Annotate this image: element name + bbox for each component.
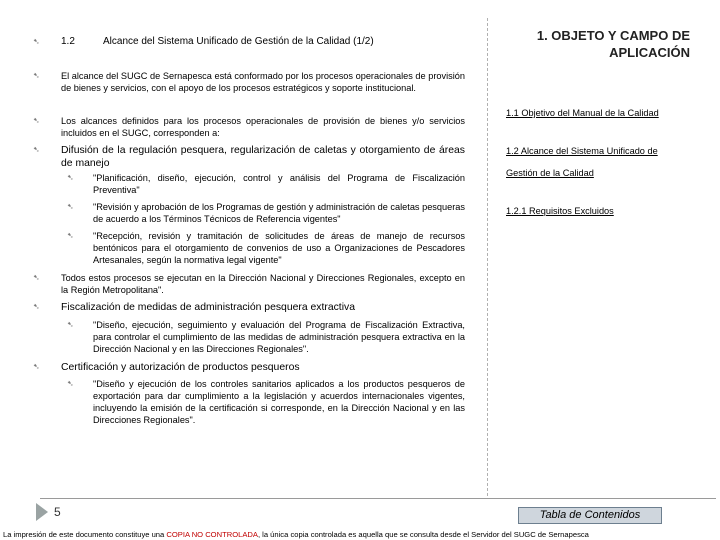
page-arrow-icon: [36, 503, 48, 521]
paragraph-operational-processes: Los alcances definidos para los procesos operacionales de provisión de bienes y/o servicios incluidos en el SUGC, corresponden a:: [61, 116, 465, 138]
section-title: Alcance del Sistema Unificado de Gestión de la Calidad (1/2): [103, 36, 374, 47]
arrow-bullet-icon: ➷: [33, 273, 40, 282]
subitem-management-areas: "Recepción, revisión y tramitación de solicitudes de áreas de manejo de recursos bentónicos para el otorgamiento de convenios de uso a Organizaciones de Pescadores Artesanales, según la normativa legal vigente": [93, 231, 465, 265]
section-number: 1.2: [61, 36, 75, 47]
arrow-bullet-icon: ➷: [67, 320, 74, 329]
arrow-bullet-icon: ➷: [67, 379, 74, 388]
link-excluded-requirements[interactable]: 1.2.1 Requisitos Excluidos: [506, 206, 614, 216]
chapter-title-line1: 1. OBJETO Y CAMPO DE: [536, 28, 690, 43]
arrow-bullet-icon: ➷: [33, 362, 40, 371]
paragraph-scope: El alcance del SUGC de Sernapesca está conformado por los procesos operacionales de provisión de bienes y servicios, con el apoyo de los procesos estratégicos y soporte institucional.: [61, 71, 465, 93]
chapter-title: [500, 27, 690, 61]
footer-disclaimer: [3, 530, 719, 539]
link-scope-continued[interactable]: Gestión de la Calidad: [506, 168, 594, 178]
link-objective[interactable]: 1.1 Objetivo del Manual de la Calidad: [506, 108, 659, 118]
footer-text-start: La impresión de este documento constituye una: [3, 530, 167, 539]
footer-rule: [40, 498, 716, 499]
link-scope[interactable]: 1.2 Alcance del Sistema Unificado de: [506, 146, 658, 156]
paragraph-execution-scope: Todos estos procesos se ejecutan en la Dirección Nacional y Direcciones Regionales, excepto en la Región Metropolitana".: [61, 273, 465, 295]
table-of-contents-button[interactable]: Tabla de Contenidos: [518, 507, 662, 524]
arrow-bullet-icon: ➷: [67, 202, 74, 211]
footer-text-end: , la única copia controlada es aquella que se consulta desde el Servidor del SUGC de Sernapesca: [257, 530, 589, 539]
subitem-preventive-program: "Planificación, diseño, ejecución, control y análisis del Programa de Fiscalización Preventiva": [93, 173, 465, 195]
paragraph-certification: Certificación y autorización de productos pesqueros: [61, 362, 300, 373]
paragraph-extractive-inspection: Fiscalización de medidas de administración pesquera extractiva: [61, 302, 355, 313]
arrow-bullet-icon: ➷: [67, 231, 74, 240]
arrow-bullet-icon: ➷: [33, 145, 40, 154]
paragraph-regulation: Difusión de la regulación pesquera, regularización de caletas y otorgamiento de áreas de manejo: [61, 145, 465, 169]
arrow-bullet-icon: ➷: [33, 37, 40, 46]
arrow-bullet-icon: ➷: [33, 71, 40, 80]
subitem-sanitary-controls: "Diseño y ejecución de los controles sanitarios aplicados a los productos pesqueros de exportación para dar cumplimiento a la legislación y acuerdos internacionales vigentes, incluyendo la emisión de la certificación si corresponde, en la Dirección Nacional y en las Direcciones Regionales".: [93, 379, 465, 425]
arrow-bullet-icon: ➷: [67, 173, 74, 182]
arrow-bullet-icon: ➷: [33, 116, 40, 125]
arrow-bullet-icon: ➷: [33, 302, 40, 311]
chapter-title-line2: APLICACIÓN: [609, 45, 690, 60]
footer-uncontrolled-copy: COPIA NO CONTROLADA: [166, 530, 258, 539]
subitem-caletas-programs: "Revisión y aprobación de los Programas de gestión y administración de caletas pesqueras de acuerdo a los Términos Técnicos de Referencia vigentes": [93, 202, 465, 224]
page-number: 5: [54, 505, 61, 519]
vertical-divider: [487, 18, 488, 496]
subitem-extractive-program: "Diseño, ejecución, seguimiento y evaluación del Programa de Fiscalización Extractiva, para controlar el cumplimiento de las medidas de administración pesquera extractiva en la Dirección Nacional y en las Direcciones Regionales".: [93, 320, 465, 354]
